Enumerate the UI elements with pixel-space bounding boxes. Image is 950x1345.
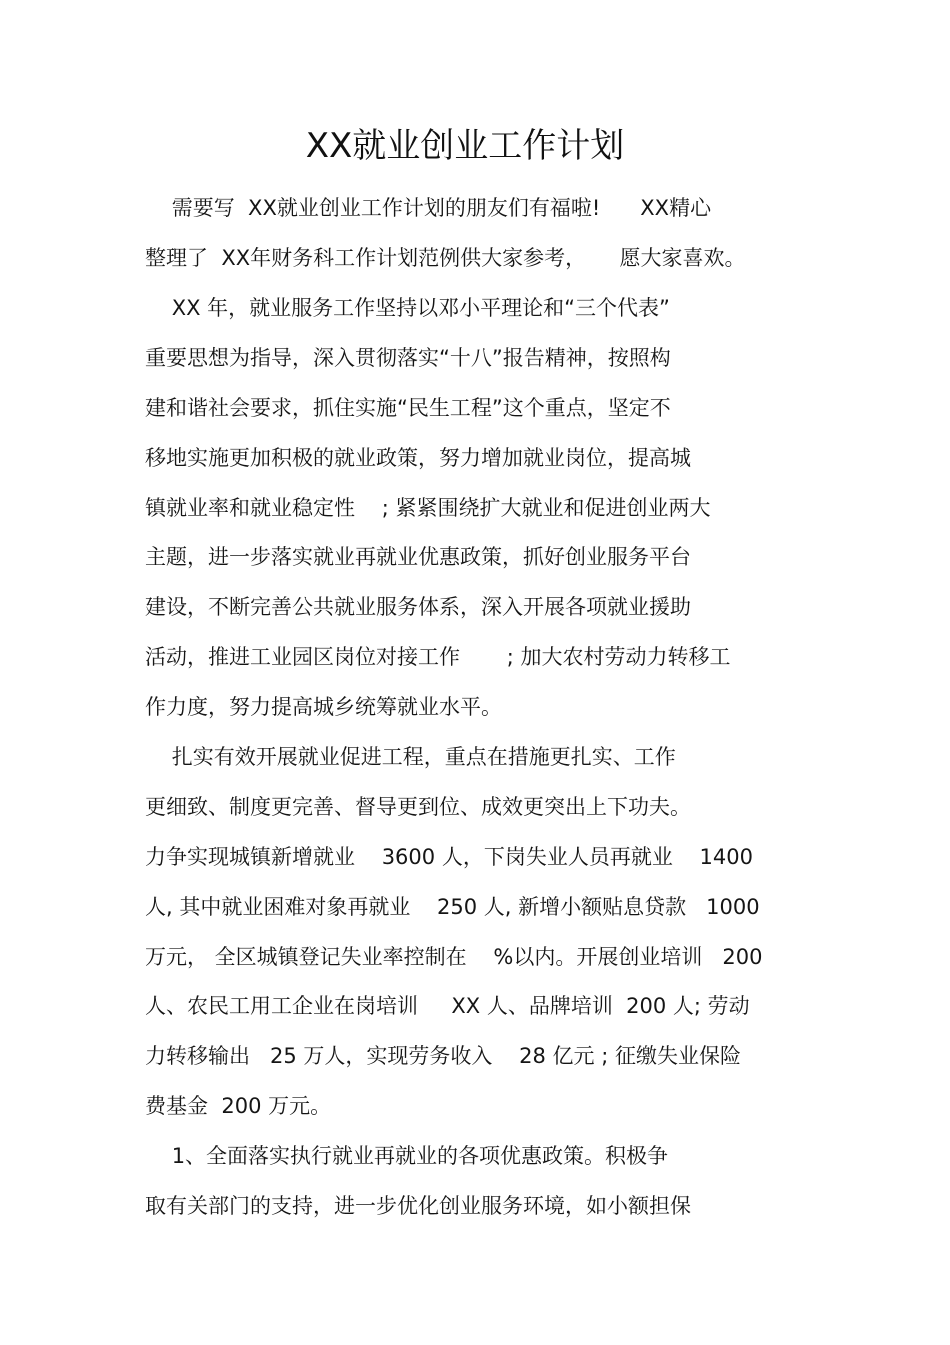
body-line-21: 取有关部门的支持，进一步优化创业服务环境，如小额担保: [145, 1194, 691, 1218]
body-line-13: 更细致、制度更完善、督导更到位、成效更突出上下功夫。: [145, 795, 691, 819]
body-line-14: 力争实现城镇新增就业 3600 人，下岗失业人员再就业 1400: [145, 845, 753, 869]
body-line-6: 移地实施更加积极的就业政策，努力增加就业岗位，提高城: [145, 446, 691, 470]
body-line-7: 镇就业率和就业稳定性 ; 紧紧围绕扩大就业和促进创业两大: [145, 496, 711, 520]
body-line-17: 人、农民工用工企业在岗培训 XX 人、品牌培训 200 人; 劳动: [145, 994, 750, 1018]
body-line-2: 整理了 XX年财务科工作计划范例供大家参考， 愿大家喜欢。: [145, 246, 746, 270]
body-line-1: 需要写 XX就业创业工作计划的朋友们有福啦! XX精心: [145, 196, 712, 220]
body-line-4: 重要思想为指导，深入贯彻落实“十八”报告精神，按照构: [145, 346, 671, 370]
body-line-10: 活动，推进工业园区岗位对接工作 ; 加大农村劳动力转移工: [145, 645, 731, 669]
document-title: XX就业创业工作计划: [305, 126, 625, 166]
body-line-15: 人, 其中就业困难对象再就业 250 人, 新增小额贴息贷款 1000: [145, 895, 760, 919]
body-line-5: 建和谐社会要求，抓住实施“民生工程”这个重点，坚定不: [145, 396, 671, 420]
body-line-3: XX 年，就业服务工作坚持以邓小平理论和“三个代表”: [145, 296, 670, 320]
body-line-18: 力转移输出 25 万人，实现劳务收入 28 亿元 ; 征缴失业保险: [145, 1044, 741, 1068]
body-line-12: 扎实有效开展就业促进工程，重点在措施更扎实、工作: [145, 745, 676, 769]
body-line-8: 主题，进一步落实就业再就业优惠政策，抓好创业服务平台: [145, 545, 691, 569]
body-line-16: 万元， 全区城镇登记失业率控制在 %以内。开展创业培训 200: [145, 945, 763, 969]
body-line-19: 费基金 200 万元。: [145, 1094, 332, 1118]
body-line-11: 作力度，努力提高城乡统筹就业水平。: [145, 695, 502, 719]
body-line-9: 建设，不断完善公共就业服务体系，深入开展各项就业援助: [145, 595, 691, 619]
body-line-20: 1、全面落实执行就业再就业的各项优惠政策。积极争: [145, 1144, 669, 1168]
